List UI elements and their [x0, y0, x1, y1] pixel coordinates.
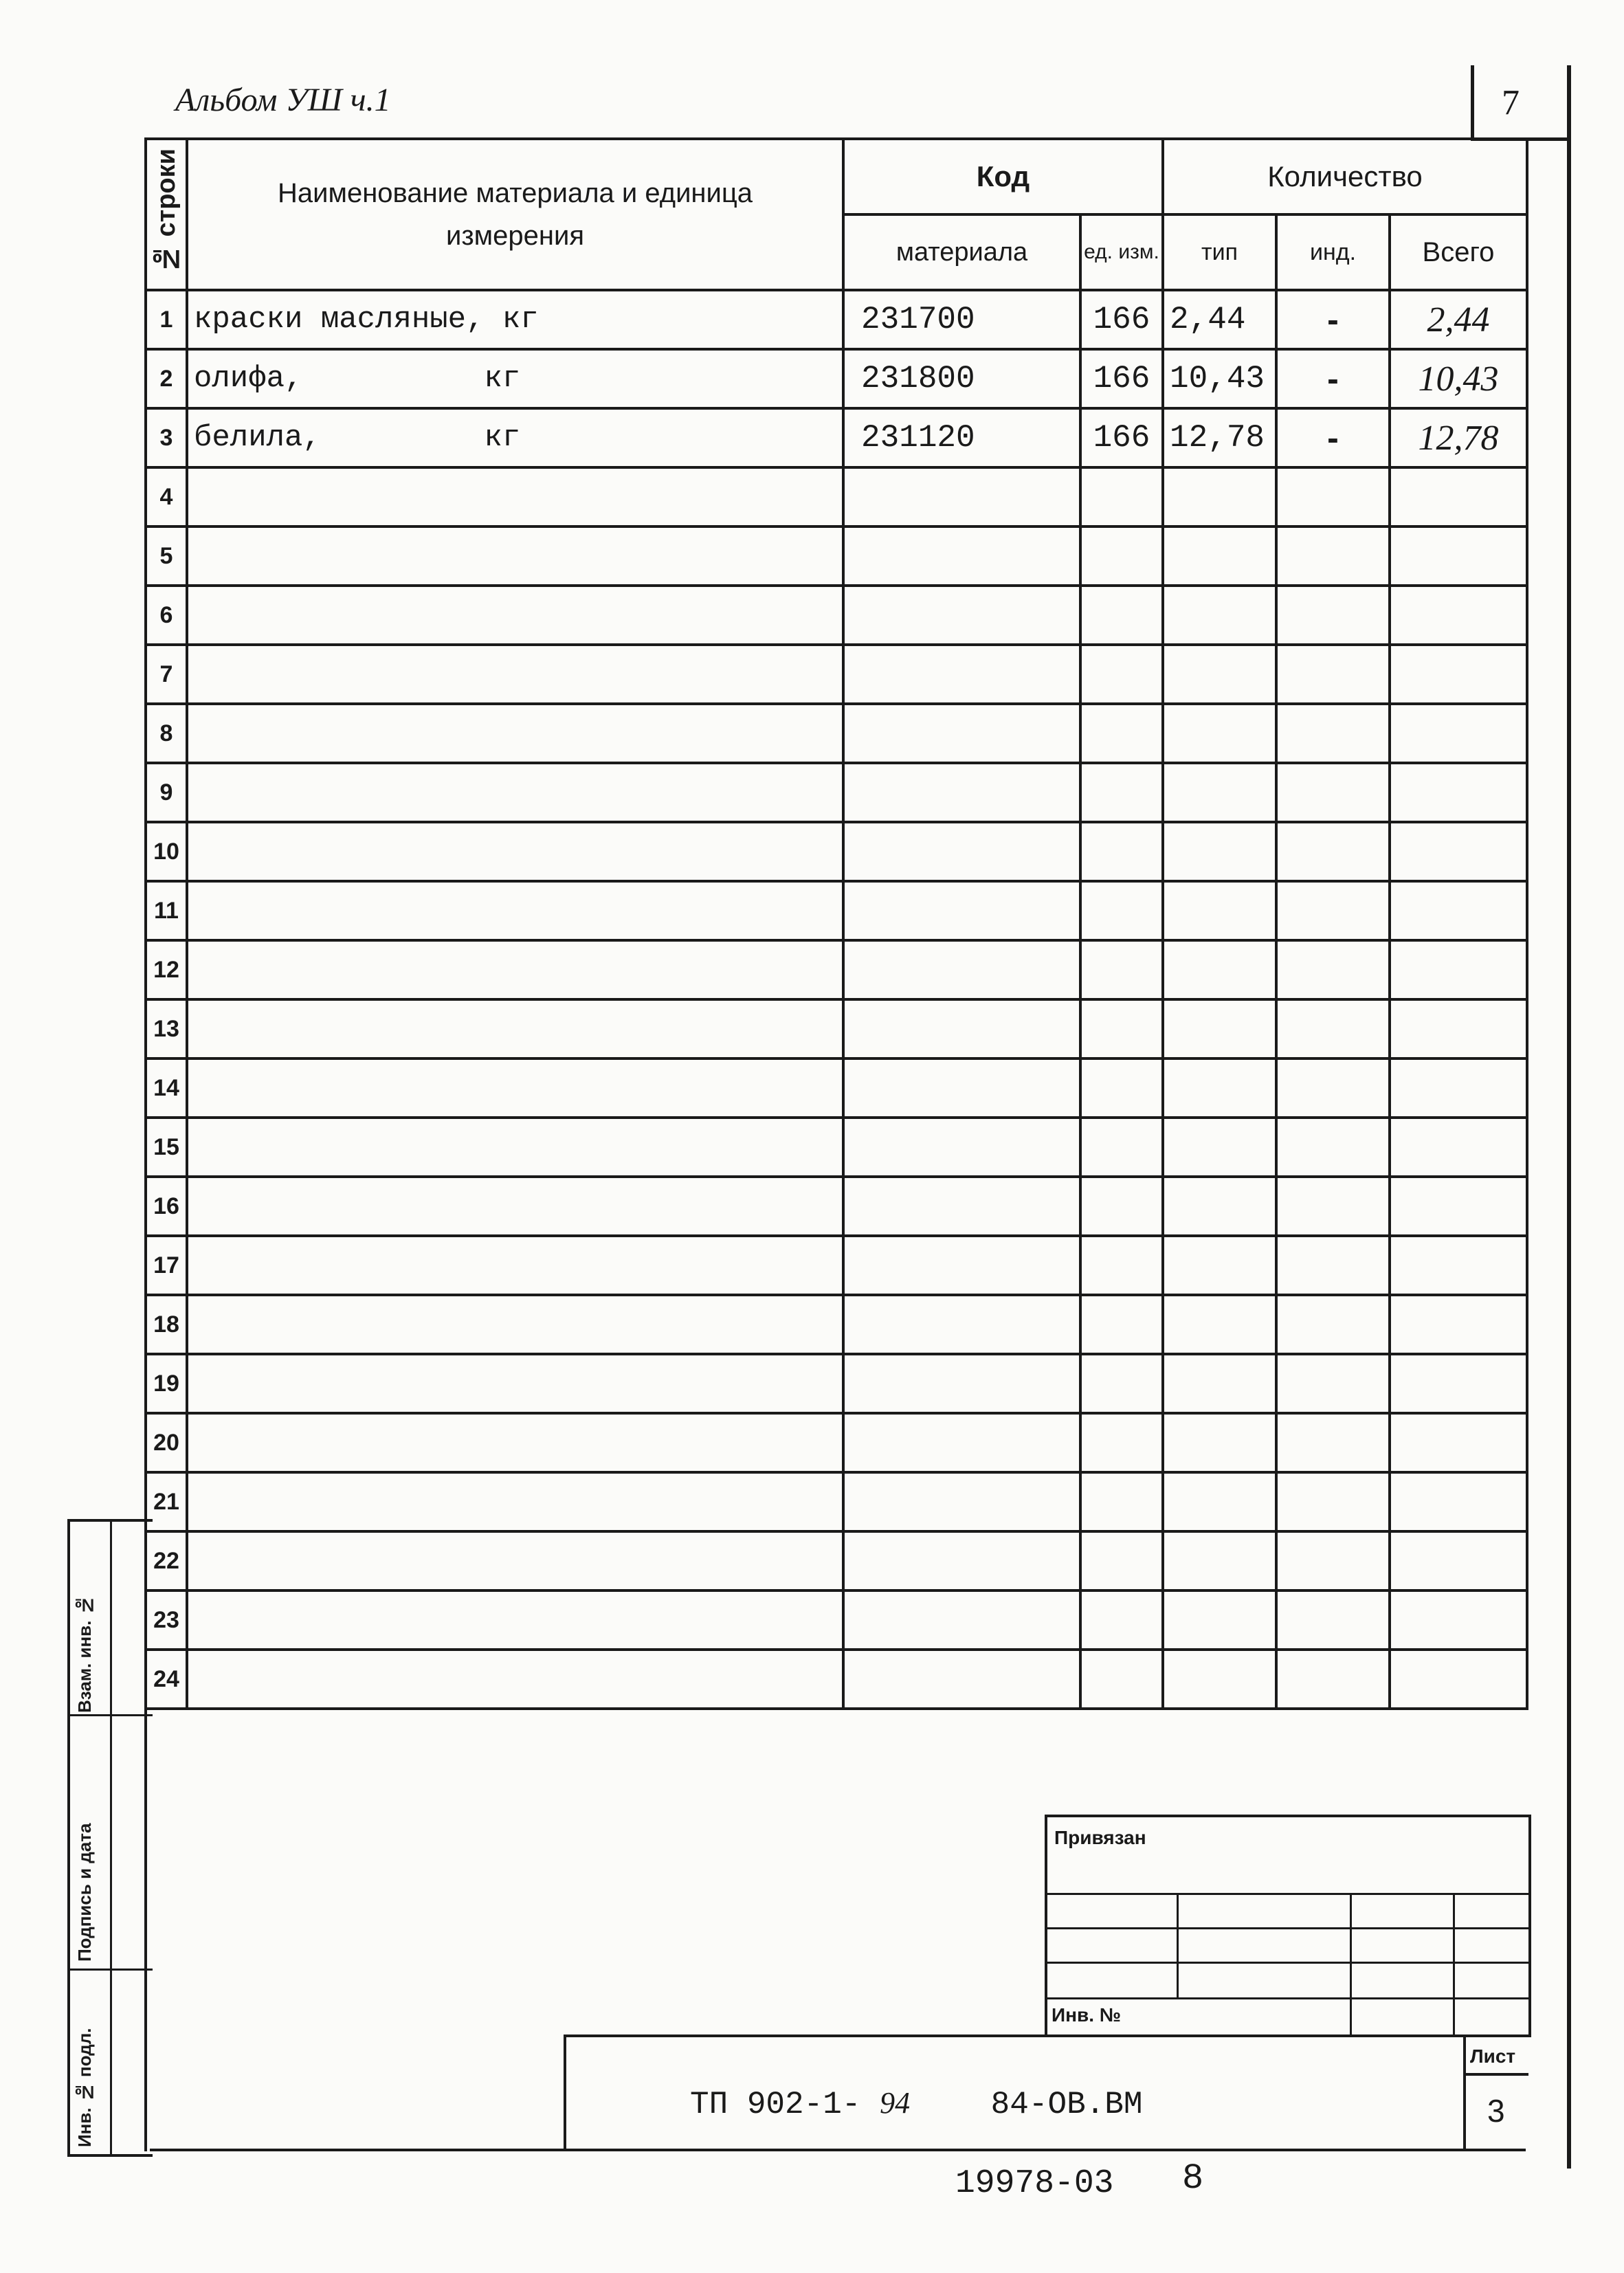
material-name-cell: белила, кг: [187, 408, 843, 467]
archive-page: 8: [1182, 2158, 1204, 2199]
unit-code-cell: [1080, 1236, 1163, 1295]
qty-total-cell: [1390, 586, 1527, 645]
grid-line: [1350, 1893, 1352, 2037]
material-name-cell: [187, 1590, 843, 1650]
material-code-cell: 231800: [843, 349, 1080, 408]
table-row: [146, 1118, 1527, 1177]
table-row: [146, 467, 1527, 526]
unit-code-cell: [1080, 467, 1163, 526]
qty-total-cell: [1390, 645, 1527, 704]
qty-type-cell: [1163, 1531, 1276, 1590]
unit-code-cell: [1080, 1118, 1163, 1177]
page-number: 7: [1502, 83, 1520, 122]
material-code-cell: [843, 940, 1080, 999]
material-name-cell: олифа, кг: [187, 349, 843, 408]
table-row: [146, 763, 1527, 822]
row-number-cell: 24: [146, 1650, 187, 1709]
qty-type-cell: [1163, 467, 1276, 526]
qty-total-cell: [1390, 1590, 1527, 1650]
material-code-cell: [843, 526, 1080, 586]
qty-type-cell: [1163, 1354, 1276, 1413]
unit-code-cell: [1080, 763, 1163, 822]
qty-total-cell: [1390, 1295, 1527, 1354]
stamp-divider: [70, 1714, 110, 1716]
table-row: [146, 1236, 1527, 1295]
page-frame-right: [1567, 65, 1571, 2169]
qty-total-cell: [1390, 1354, 1527, 1413]
table-row: [146, 1531, 1527, 1590]
vzam-inv-label: Взам. инв. №: [74, 1595, 95, 1713]
table-row: [146, 645, 1527, 704]
grid-line: [1047, 1927, 1528, 1929]
unit-code-cell: 166: [1080, 408, 1163, 467]
qty-ind-cell: [1276, 1590, 1390, 1650]
qty-ind-cell: [1276, 467, 1390, 526]
row-number-cell: 7: [146, 645, 187, 704]
material-code-cell: [843, 1531, 1080, 1590]
material-code-cell: [843, 1058, 1080, 1118]
qty-total-cell: [1390, 1177, 1527, 1236]
qty-total-cell: [1390, 1472, 1527, 1531]
table-row: [146, 526, 1527, 586]
unit-code-cell: 166: [1080, 290, 1163, 349]
table-row: [146, 940, 1527, 999]
row-number-header: № строки: [146, 139, 187, 290]
unit-code-cell: [1080, 1472, 1163, 1531]
material-name-cell: [187, 704, 843, 763]
material-code-cell: [843, 1118, 1080, 1177]
inv-no-label: Инв. №: [1052, 2004, 1122, 2026]
qty-total-cell: 10,43: [1390, 349, 1527, 408]
unit-code-cell: 166: [1080, 349, 1163, 408]
qty-ind-cell: [1276, 1118, 1390, 1177]
material-code-cell: [843, 1177, 1080, 1236]
grid-line: [1047, 1962, 1528, 1964]
qty-ind-cell: [1276, 645, 1390, 704]
unit-code-cell: [1080, 822, 1163, 881]
qty-total-cell: [1390, 999, 1527, 1058]
sheet-number: 3: [1487, 2093, 1505, 2129]
qty-total-cell: [1390, 763, 1527, 822]
material-name-cell: [187, 1177, 843, 1236]
qty-type-cell: [1163, 1058, 1276, 1118]
row-number-cell: 15: [146, 1118, 187, 1177]
qty-type-cell: 12,78: [1163, 408, 1276, 467]
row-number-cell: 4: [146, 467, 187, 526]
unit-code-cell: [1080, 1354, 1163, 1413]
table-row: [146, 881, 1527, 940]
qty-type-header: тип: [1163, 214, 1276, 290]
qty-type-cell: [1163, 940, 1276, 999]
qty-ind-cell: [1276, 704, 1390, 763]
material-name-cell: [187, 881, 843, 940]
qty-ind-cell: -: [1276, 408, 1390, 467]
unit-code-cell: [1080, 940, 1163, 999]
unit-code-cell: [1080, 1177, 1163, 1236]
material-code-cell: [843, 467, 1080, 526]
qty-type-cell: [1163, 1177, 1276, 1236]
material-code-cell: [843, 1413, 1080, 1472]
table-row: [146, 1472, 1527, 1531]
table-row: [146, 1650, 1527, 1709]
row-number-cell: 2: [146, 349, 187, 408]
unit-code-cell: [1080, 1531, 1163, 1590]
qty-ind-cell: [1276, 881, 1390, 940]
material-code-cell: [843, 1472, 1080, 1531]
row-number-cell: 8: [146, 704, 187, 763]
sheet-divider: [1463, 2073, 1528, 2076]
sheet-label: Лист: [1470, 2045, 1516, 2067]
table-row: [146, 408, 1527, 467]
privyazan-block: [1045, 1815, 1531, 2037]
table-row: [146, 1058, 1527, 1118]
qty-total-cell: [1390, 1058, 1527, 1118]
material-code-cell: [843, 1590, 1080, 1650]
unit-code-cell: [1080, 526, 1163, 586]
material-name-cell: [187, 1413, 843, 1472]
material-code-cell: [843, 1354, 1080, 1413]
qty-total-cell: [1390, 1118, 1527, 1177]
grid-line: [1047, 1893, 1528, 1895]
qty-type-cell: [1163, 1413, 1276, 1472]
grid-line: [1177, 1893, 1179, 1999]
qty-ind-cell: [1276, 1177, 1390, 1236]
stamp-divider: [70, 1969, 110, 1971]
row-number-cell: 19: [146, 1354, 187, 1413]
code-unit-header: ед. изм.: [1080, 214, 1163, 290]
qty-total-header: Всего: [1390, 214, 1527, 290]
unit-code-cell: [1080, 1295, 1163, 1354]
row-number-cell: 21: [146, 1472, 187, 1531]
qty-type-cell: [1163, 1295, 1276, 1354]
unit-code-cell: [1080, 1650, 1163, 1709]
row-number-cell: 5: [146, 526, 187, 586]
qty-total-cell: [1390, 822, 1527, 881]
unit-code-cell: [1080, 704, 1163, 763]
qty-ind-cell: -: [1276, 349, 1390, 408]
material-code-cell: [843, 645, 1080, 704]
unit-code-cell: [1080, 645, 1163, 704]
grid-line: [1453, 1893, 1455, 2037]
name-header: Наименование материала и единица измерения: [187, 139, 843, 290]
qty-ind-cell: [1276, 586, 1390, 645]
table-row: [146, 290, 1527, 349]
material-name-cell: [187, 1058, 843, 1118]
inv-podl-label: Инв. № подл.: [74, 2028, 95, 2147]
table-row: [146, 704, 1527, 763]
qty-ind-cell: [1276, 940, 1390, 999]
row-number-cell: 9: [146, 763, 187, 822]
table-row: [146, 349, 1527, 408]
material-name-cell: [187, 1236, 843, 1295]
qty-ind-cell: [1276, 1236, 1390, 1295]
unit-code-cell: [1080, 1413, 1163, 1472]
qty-ind-cell: [1276, 999, 1390, 1058]
privyazan-label: Привязан: [1054, 1827, 1146, 1848]
qty-type-cell: [1163, 704, 1276, 763]
row-number-cell: 6: [146, 586, 187, 645]
row-number-cell: 17: [146, 1236, 187, 1295]
title-block: [564, 2034, 1528, 2151]
table-row: [146, 1295, 1527, 1354]
inner-frame-left: [144, 1705, 147, 2151]
quantity-header: Количество: [1163, 139, 1527, 214]
row-number-cell: 13: [146, 999, 187, 1058]
row-number-cell: 1: [146, 290, 187, 349]
material-code-cell: 231120: [843, 408, 1080, 467]
qty-type-cell: [1163, 1472, 1276, 1531]
code-material-header: материала: [843, 214, 1080, 290]
material-code-cell: [843, 704, 1080, 763]
material-name-cell: [187, 822, 843, 881]
album-label: Альбом УШ ч.1: [175, 82, 391, 118]
qty-ind-cell: [1276, 1472, 1390, 1531]
table-row: [146, 1354, 1527, 1413]
qty-ind-cell: [1276, 1531, 1390, 1590]
qty-ind-cell: [1276, 1650, 1390, 1709]
table-row: [146, 1413, 1527, 1472]
qty-type-cell: [1163, 1650, 1276, 1709]
qty-total-cell: 12,78: [1390, 408, 1527, 467]
qty-total-cell: [1390, 526, 1527, 586]
qty-ind-cell: [1276, 822, 1390, 881]
row-number-cell: 11: [146, 881, 187, 940]
qty-total-cell: [1390, 1650, 1527, 1709]
qty-type-cell: [1163, 881, 1276, 940]
material-name-cell: [187, 526, 843, 586]
row-number-cell: 3: [146, 408, 187, 467]
material-name-cell: [187, 467, 843, 526]
qty-total-cell: [1390, 1413, 1527, 1472]
table-row: [146, 1177, 1527, 1236]
qty-ind-cell: [1276, 763, 1390, 822]
material-code-cell: [843, 881, 1080, 940]
qty-ind-cell: [1276, 526, 1390, 586]
doc-code: ТП 902-1- 94 84-ОВ.ВМ: [690, 2086, 1143, 2122]
material-code-cell: [843, 822, 1080, 881]
material-name-cell: [187, 1354, 843, 1413]
unit-code-cell: [1080, 881, 1163, 940]
qty-ind-cell: [1276, 1354, 1390, 1413]
material-code-cell: [843, 1295, 1080, 1354]
material-code-cell: 231700: [843, 290, 1080, 349]
material-name-cell: [187, 940, 843, 999]
material-code-cell: [843, 1650, 1080, 1709]
qty-type-cell: [1163, 586, 1276, 645]
row-number-cell: 16: [146, 1177, 187, 1236]
qty-ind-cell: [1276, 1295, 1390, 1354]
qty-total-cell: 2,44: [1390, 290, 1527, 349]
qty-type-cell: 10,43: [1163, 349, 1276, 408]
material-name-cell: [187, 999, 843, 1058]
material-code-cell: [843, 763, 1080, 822]
unit-code-cell: [1080, 1590, 1163, 1650]
stamp-label-column: [70, 1522, 112, 2154]
qty-type-cell: [1163, 1590, 1276, 1650]
row-number-cell: 18: [146, 1295, 187, 1354]
material-name-cell: [187, 1118, 843, 1177]
qty-ind-cell: [1276, 1058, 1390, 1118]
header-row-top: [146, 139, 1527, 214]
qty-ind-header: инд.: [1276, 214, 1390, 290]
qty-type-cell: [1163, 645, 1276, 704]
material-name-cell: [187, 1650, 843, 1709]
qty-type-cell: [1163, 999, 1276, 1058]
code-header: Код: [843, 139, 1163, 214]
qty-total-cell: [1390, 881, 1527, 940]
material-name-cell: [187, 586, 843, 645]
qty-total-cell: [1390, 1531, 1527, 1590]
qty-total-cell: [1390, 940, 1527, 999]
row-number-cell: 10: [146, 822, 187, 881]
row-number-cell: 22: [146, 1531, 187, 1590]
qty-ind-cell: [1276, 1413, 1390, 1472]
table-row: [146, 586, 1527, 645]
podpis-data-label: Подпись и дата: [74, 1823, 95, 1962]
unit-code-cell: [1080, 999, 1163, 1058]
unit-code-cell: [1080, 1058, 1163, 1118]
grid-line: [1047, 1997, 1528, 1999]
qty-total-cell: [1390, 467, 1527, 526]
header-divider: [1471, 65, 1474, 141]
table-row: [146, 999, 1527, 1058]
row-number-cell: 23: [146, 1590, 187, 1650]
material-code-cell: [843, 586, 1080, 645]
materials-table: [144, 137, 1528, 1710]
material-code-cell: [843, 999, 1080, 1058]
qty-type-cell: [1163, 526, 1276, 586]
material-name-cell: [187, 645, 843, 704]
table-row: [146, 1590, 1527, 1650]
material-code-cell: [843, 1236, 1080, 1295]
left-margin-stamp: [67, 1519, 153, 2157]
unit-code-cell: [1080, 586, 1163, 645]
row-number-cell: 20: [146, 1413, 187, 1472]
qty-type-cell: [1163, 1236, 1276, 1295]
material-name-cell: [187, 1295, 843, 1354]
table-row: [146, 822, 1527, 881]
row-number-cell: 12: [146, 940, 187, 999]
qty-total-cell: [1390, 704, 1527, 763]
material-name-cell: [187, 1531, 843, 1590]
qty-type-cell: [1163, 763, 1276, 822]
sheet-divider: [1463, 2037, 1466, 2151]
qty-ind-cell: -: [1276, 290, 1390, 349]
qty-type-cell: [1163, 1118, 1276, 1177]
qty-total-cell: [1390, 1236, 1527, 1295]
material-name-cell: [187, 763, 843, 822]
material-name-cell: [187, 1472, 843, 1531]
qty-type-cell: 2,44: [1163, 290, 1276, 349]
material-name-cell: краски масляные, кг: [187, 290, 843, 349]
archive-number: 19978-03: [955, 2165, 1114, 2202]
qty-type-cell: [1163, 822, 1276, 881]
row-number-cell: 14: [146, 1058, 187, 1118]
